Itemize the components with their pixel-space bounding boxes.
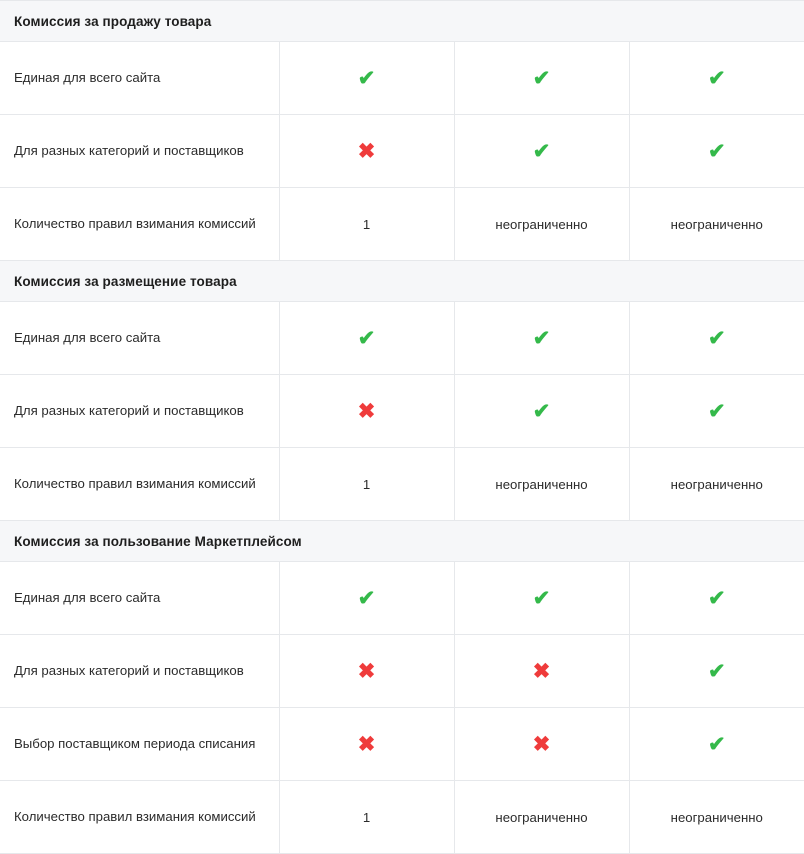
feature-value-cell (629, 188, 804, 261)
feature-value-cell (629, 708, 804, 781)
check-icon: ✔ (707, 732, 726, 756)
section-header-row (0, 261, 804, 302)
section-title: Комиссия за пользование Маркетплейсом (0, 521, 804, 562)
value-text: неограниченно (495, 216, 588, 232)
table-row (0, 302, 804, 375)
check-icon: ✔ (707, 139, 726, 163)
value-text: неограниченно (670, 809, 763, 825)
feature-value-cell (279, 188, 454, 261)
feature-label: Единая для всего сайта (0, 302, 279, 375)
feature-value-cell (454, 448, 629, 521)
feature-value-cell (454, 188, 629, 261)
check-icon: ✔ (707, 326, 726, 350)
feature-label: Для разных категорий и поставщиков (0, 635, 279, 708)
cross-icon: ✖ (532, 732, 551, 756)
check-icon: ✔ (707, 399, 726, 423)
feature-label: Количество правил взимания комиссий (0, 781, 279, 854)
cross-icon: ✖ (532, 659, 551, 683)
feature-value-cell (629, 635, 804, 708)
check-icon: ✔ (357, 586, 376, 610)
feature-label: Количество правил взимания комиссий (0, 188, 279, 261)
section-header-row (0, 521, 804, 562)
check-icon: ✔ (532, 586, 551, 610)
feature-label: Для разных категорий и поставщиков (0, 115, 279, 188)
check-icon: ✔ (532, 326, 551, 350)
table-row (0, 115, 804, 188)
table-row (0, 781, 804, 854)
value-text: неограниченно (670, 216, 763, 232)
feature-value-cell (454, 781, 629, 854)
feature-value-cell (629, 562, 804, 635)
feature-label: Выбор поставщиком периода списания (0, 708, 279, 781)
check-icon: ✔ (707, 659, 726, 683)
cross-icon: ✖ (357, 399, 376, 423)
section-title: Комиссия за размещение товара (0, 261, 804, 302)
feature-value-cell (629, 375, 804, 448)
cross-icon: ✖ (357, 732, 376, 756)
feature-label: Единая для всего сайта (0, 562, 279, 635)
feature-value-cell (279, 42, 454, 115)
feature-value-cell (279, 781, 454, 854)
feature-value-cell (629, 781, 804, 854)
value-text: неограниченно (495, 809, 588, 825)
value-text: неограниченно (495, 476, 588, 492)
feature-value-cell (279, 448, 454, 521)
value-text: неограниченно (670, 476, 763, 492)
table-row (0, 188, 804, 261)
feature-value-cell (279, 708, 454, 781)
check-icon: ✔ (357, 66, 376, 90)
table-row (0, 708, 804, 781)
table-row (0, 562, 804, 635)
feature-value-cell (629, 302, 804, 375)
feature-value-cell (279, 635, 454, 708)
table-row (0, 42, 804, 115)
check-icon: ✔ (532, 139, 551, 163)
feature-value-cell (454, 42, 629, 115)
value-text: 1 (362, 809, 371, 825)
table-row (0, 448, 804, 521)
feature-value-cell (454, 375, 629, 448)
feature-value-cell (454, 708, 629, 781)
feature-value-cell (454, 562, 629, 635)
check-icon: ✔ (357, 326, 376, 350)
table-body (0, 1, 804, 854)
cross-icon: ✖ (357, 659, 376, 683)
value-text: 1 (362, 216, 371, 232)
feature-label: Количество правил взимания комиссий (0, 448, 279, 521)
check-icon: ✔ (532, 66, 551, 90)
section-title: Комиссия за продажу товара (0, 1, 804, 42)
table-row (0, 635, 804, 708)
feature-value-cell (279, 375, 454, 448)
feature-value-cell (629, 42, 804, 115)
feature-value-cell (279, 115, 454, 188)
feature-value-cell (279, 302, 454, 375)
cross-icon: ✖ (357, 139, 376, 163)
feature-value-cell (454, 302, 629, 375)
feature-value-cell (629, 448, 804, 521)
table-row (0, 375, 804, 448)
section-header-row (0, 1, 804, 42)
check-icon: ✔ (707, 586, 726, 610)
check-icon: ✔ (532, 399, 551, 423)
feature-label: Для разных категорий и поставщиков (0, 375, 279, 448)
check-icon: ✔ (707, 66, 726, 90)
feature-value-cell (279, 562, 454, 635)
value-text: 1 (362, 476, 371, 492)
feature-value-cell (629, 115, 804, 188)
feature-value-cell (454, 635, 629, 708)
feature-value-cell (454, 115, 629, 188)
feature-label: Единая для всего сайта (0, 42, 279, 115)
